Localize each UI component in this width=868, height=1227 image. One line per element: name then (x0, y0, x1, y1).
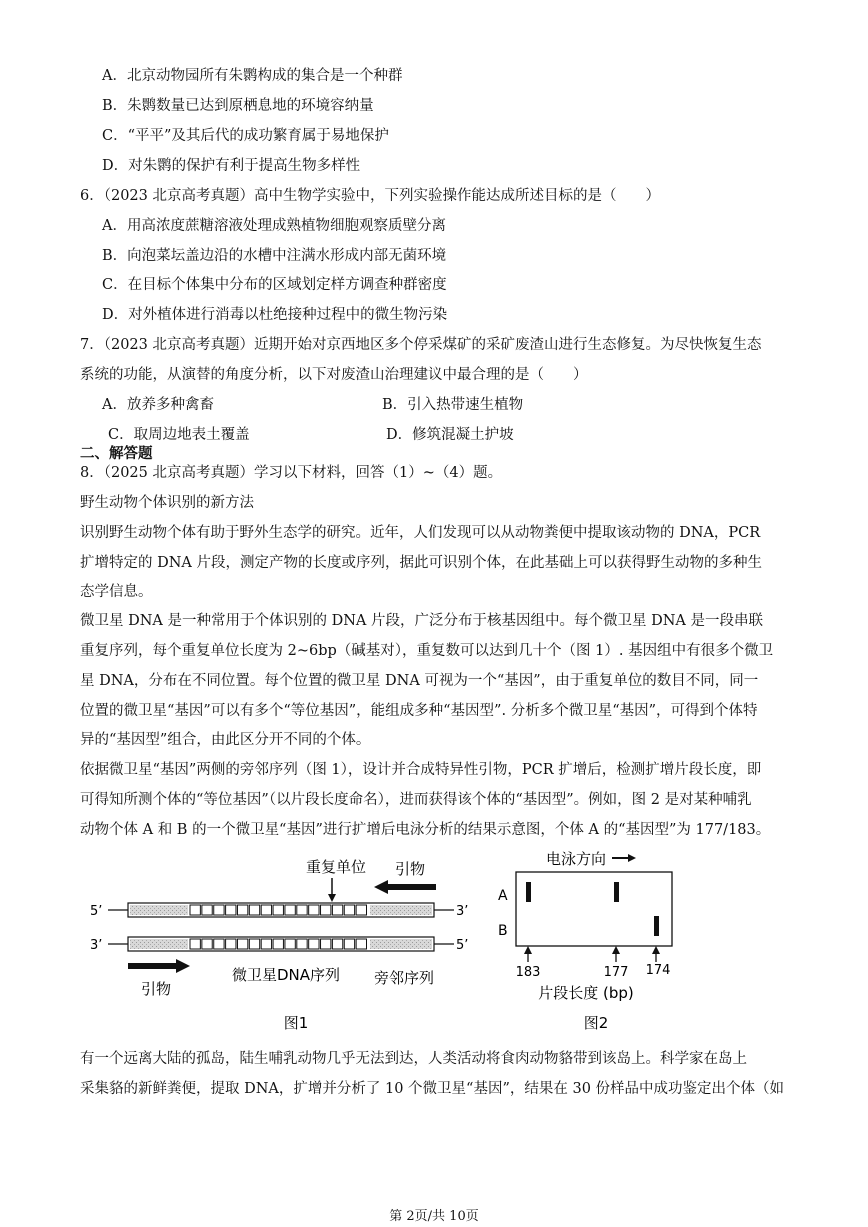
repeat-unit-cell (190, 939, 200, 949)
primer-bottom-arrow-shaft (128, 963, 176, 969)
q5-option-b: B．朱鹮数量已达到原栖息地的环境容纳量 (102, 98, 374, 114)
repeat-unit-cell (237, 939, 247, 949)
repeat-unit-cell (332, 939, 342, 949)
direction-arrowhead-icon (628, 854, 636, 862)
section-heading: 二、解答题 (80, 446, 153, 462)
marker-174-label: 174 (645, 963, 671, 978)
repeat-unit-cell (226, 905, 236, 915)
repeat-unit-cell (321, 939, 331, 949)
para2-line5: 异的“基因型”组合，由此区分开不同的个体。 (80, 732, 371, 748)
q7-option-d: D．修筑混凝土护坡 (386, 427, 514, 443)
figure-2-electrophoresis-diagram (488, 846, 698, 1040)
para3-line2: 可得知所测个体的“等位基因”（以片段长度命名），进而获得该个体的“基因型”。例如，图 2 是对某种哺乳 (80, 792, 752, 808)
repeat-unit-cell (285, 905, 295, 915)
strand2-repeat-units (190, 939, 367, 949)
lane-b-label: B (498, 923, 508, 939)
repeat-unit-cell (309, 939, 319, 949)
flank-label: 旁邻序列 (373, 969, 435, 987)
q7-stem-line2: 系统的功能，从演替的角度分析，以下对废渣山治理建议中最合理的是（ ） (80, 367, 588, 383)
repeat-unit-cell (249, 905, 259, 915)
marker-183-label: 183 (515, 965, 541, 980)
para1-line2: 扩增特定的 DNA 片段，测定产物的长度或序列，据此可识别个体，在此基础上可以获得野生动物的多种生 (80, 555, 762, 571)
microsatellite-label: 微卫星DNA序列 (231, 966, 341, 984)
repeat-unit-cell (214, 905, 224, 915)
para2-line1: 微卫星 DNA 是一种常用于个体识别的 DNA 片段，广泛分布于核基因组中。每个微卫星 DNA 是一段串联 (80, 613, 764, 629)
strand2-flank-right (370, 939, 432, 949)
band-a-177 (614, 882, 619, 902)
marker-183-arrow-icon (524, 946, 532, 954)
band-b-174 (654, 916, 659, 936)
q6-option-a: A．用高浓度蔗糖溶液处理成熟植物细胞观察质壁分离 (102, 218, 446, 234)
repeat-unit-cell (226, 939, 236, 949)
strand1-5prime: 5’ (90, 904, 103, 919)
primer-bottom-arrowhead-icon (176, 959, 190, 973)
band-a-183 (526, 882, 531, 902)
figure-1-microsatellite-diagram (88, 850, 488, 1040)
repeat-unit-cell (237, 905, 247, 915)
strand2-5prime: 5’ (456, 938, 469, 953)
repeat-unit-cell (214, 939, 224, 949)
repeat-unit-cell (321, 905, 331, 915)
marker-174-arrow-icon (652, 946, 660, 954)
repeat-unit-cell (261, 905, 271, 915)
q6-stem: 6．（2023 北京高考真题）高中生物学实验中，下列实验操作能达成所述目标的是（ ） (80, 188, 660, 204)
para1-line3: 态学信息。 (80, 584, 153, 600)
repeat-unit-cell (297, 905, 307, 915)
marker-177-label: 177 (603, 965, 629, 980)
strand1-flank-left (130, 905, 188, 915)
page-footer: 第 2页/共 10页 (389, 1209, 479, 1224)
para3-line1: 依据微卫星“基因”两侧的旁邻序列（图 1），设计并合成特异性引物，PCR 扩增后，检测扩增片段长度，即 (80, 762, 762, 778)
q7-stem-line1: 7．（2023 北京高考真题）近期开始对京西地区多个停采煤矿的采矿废渣山进行生态修复。为尽快恢复生态 (80, 337, 762, 353)
repeat-unit-cell (261, 939, 271, 949)
repeat-unit-cell (356, 939, 366, 949)
q7-option-b: B．引入热带速生植物 (382, 397, 524, 413)
repeat-unit-cell (332, 905, 342, 915)
xaxis-label: 片段长度 (bp) (538, 984, 634, 1002)
strand2-flank-left (130, 939, 188, 949)
strand1-repeat-units (190, 905, 367, 915)
repeat-unit-cell (202, 905, 212, 915)
para3-line3: 动物个体 A 和 B 的一个微卫星“基因”进行扩增后电泳分析的结果示意图，个体 A 的“基因型”为 177/183。 (80, 822, 771, 838)
repeat-unit-arrowhead-icon (328, 894, 336, 902)
strand1-flank-right (370, 905, 432, 915)
q5-option-a: A．北京动物园所有朱鹮构成的集合是一个种群 (102, 68, 403, 84)
q6-option-b: B．向泡菜坛盖边沿的水槽中注满水形成内部无菌环境 (102, 248, 447, 264)
figure-2-caption: 图2 (583, 1014, 609, 1032)
gel-box (516, 872, 672, 946)
repeat-unit-label: 重复单位 (305, 858, 367, 876)
lane-a-label: A (498, 888, 508, 904)
para2-line3: 星 DNA，分布在不同位置。每个位置的微卫星 DNA 可视为一个“基因”，由于重复单位的数目不同，同一 (80, 673, 759, 689)
direction-label: 电泳方向 (545, 850, 607, 868)
q7-option-c: C．取周边地表土覆盖 (108, 427, 250, 443)
marker-177-arrow-icon (612, 946, 620, 954)
strand1-3prime: 3’ (456, 904, 469, 919)
primer-bottom-label: 引物 (140, 980, 172, 998)
repeat-unit-cell (285, 939, 295, 949)
para4-line1: 有一个远离大陆的孤岛，陆生哺乳动物几乎无法到达，人类活动将食肉动物貉带到该岛上。科学家在岛上 (80, 1051, 747, 1067)
strand2-3prime: 3’ (90, 938, 103, 953)
q7-option-a: A．放养多种禽畜 (102, 397, 214, 413)
para1-line1: 识别野生动物个体有助于野外生态学的研究。近年，人们发现可以从动物粪便中提取该动物的 DNA，PCR (80, 525, 761, 541)
para4-line2: 采集貉的新鲜粪便，提取 DNA，扩增并分析了 10 个微卫星“基因”，结果在 30 份样品中成功鉴定出个体（如 (80, 1081, 785, 1097)
q5-option-d: D．对朱鹮的保护有利于提高生物多样性 (102, 158, 361, 174)
q8-stem: 8．（2025 北京高考真题）学习以下材料，回答（1）~（4）题。 (80, 465, 503, 481)
repeat-unit-cell (190, 905, 200, 915)
repeat-unit-cell (273, 905, 283, 915)
repeat-unit-cell (309, 905, 319, 915)
q6-option-c: C．在目标个体集中分布的区域划定样方调查种群密度 (102, 277, 447, 293)
q5-option-c: C．“平平”及其后代的成功繁育属于易地保护 (102, 128, 389, 144)
figure-1-caption: 图1 (283, 1014, 309, 1032)
primer-top-label: 引物 (394, 860, 426, 878)
repeat-unit-cell (202, 939, 212, 949)
para2-line4: 位置的微卫星“基因”可以有多个“等位基因”，能组成多种“基因型”. 分析多个微卫星“基因”，可得到个体特 (80, 703, 758, 719)
repeat-unit-cell (344, 939, 354, 949)
repeat-unit-cell (344, 905, 354, 915)
repeat-unit-cell (273, 939, 283, 949)
repeat-unit-cell (356, 905, 366, 915)
para2-line2: 重复序列，每个重复单位长度为 2~6bp（碱基对），重复数可以达到几十个（图 1）. 基因组中有很多个微卫 (80, 643, 774, 659)
q6-option-d: D．对外植体进行消毒以杜绝接种过程中的微生物污染 (102, 307, 448, 323)
repeat-unit-cell (249, 939, 259, 949)
repeat-unit-cell (297, 939, 307, 949)
article-title: 野生动物个体识别的新方法 (80, 495, 254, 511)
primer-top-arrow-shaft (388, 884, 436, 890)
primer-top-arrowhead-icon (374, 880, 388, 894)
